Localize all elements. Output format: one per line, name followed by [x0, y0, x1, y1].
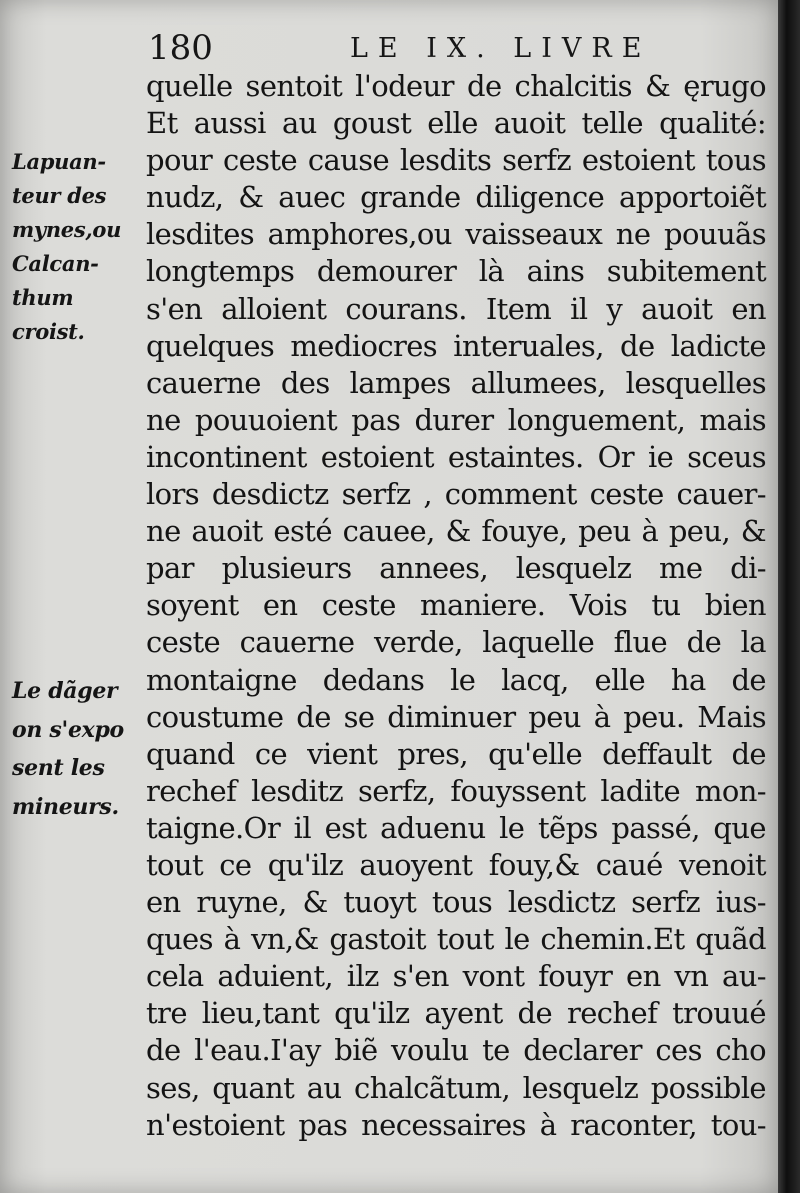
text-line: lors desdictz serfz , comment ceste cauer-: [146, 477, 766, 512]
margin-note-line: sent les: [12, 755, 105, 781]
margin-note-line: Calcan-: [12, 251, 99, 276]
margin-note-miner: [12, 145, 140, 349]
margin-note-line: mineurs.: [12, 793, 119, 820]
margin-note-line: teur des: [12, 183, 107, 208]
page-header: [148, 28, 768, 68]
text-line: ses, quant au chalcãtum, lesquelz possible: [146, 1070, 766, 1105]
text-line: n'estoient pas necessaires à raconter, tou-: [146, 1107, 766, 1142]
margin-note-line: on s'expo: [12, 716, 124, 743]
text-line: lesdites amphores,ou vaisseaux ne pouuãs: [146, 217, 766, 252]
text-line: quelle sentoit l'odeur de chalcitis & ęrugo: [146, 69, 766, 103]
body-text: [146, 68, 766, 1144]
running-title: LE IX. LIVRE: [350, 33, 652, 64]
text-line: rechef lesditz serfz, fouyssent ladite mon-: [146, 773, 766, 808]
text-line: ques à vn,& gastoit tout le chemin.Et quãd: [146, 922, 766, 957]
text-line: par plusieurs annees, lesquelz me di-: [146, 551, 766, 586]
text-line: cela aduient, ilz s'en vont fouyr en vn au-: [146, 959, 766, 994]
text-line: incontinent estoient estaintes. Or ie sceus: [146, 439, 766, 474]
text-line: quand ce vient pres, qu'elle deffault de: [146, 736, 766, 771]
text-line: pour ceste cause lesdits serfz estoient tous: [146, 143, 766, 178]
text-line: soyent en ceste maniere. Vois tu bien: [146, 588, 766, 623]
text-line: en ruyne, & tuoyt tous lesdictz serfz ius-: [146, 885, 766, 920]
margin-note-line: croist.: [12, 319, 85, 344]
text-line: cauerne des lampes allumees, lesquelles: [146, 365, 766, 400]
text-line: taigne.Or il est aduenu le tẽps passé, que: [146, 810, 766, 845]
margin-note-line: Le dãger: [12, 678, 118, 704]
text-line: s'en alloient courans. Item il y auoit en: [146, 291, 766, 326]
text-line: coustume de se diminuer peu à peu. Mais: [146, 699, 766, 734]
text-line: longtemps demourer là ains subitement: [146, 254, 766, 289]
margin-note-line: Lapuan-: [12, 149, 106, 174]
margin-note-line: mynes,ou: [12, 217, 122, 242]
text-line: ne auoit esté cauee, & fouye, peu à peu, &: [146, 514, 766, 549]
text-line: ne pouuoient pas durer longuement, mais: [146, 402, 766, 437]
text-line: nudz, & auec grande diligence apportoiẽt: [146, 180, 766, 215]
facing-page-edge: [778, 0, 800, 1193]
margin-note-line: thum: [12, 285, 74, 310]
page-number: 180: [148, 28, 213, 68]
text-line: de l'eau.I'ay biẽ voulu te declarer ces cho: [146, 1033, 766, 1068]
text-line: tout ce qu'ilz auoyent fouy,& caué venoit: [146, 847, 766, 882]
text-line: Et aussi au goust elle auoit telle qualité:: [146, 106, 766, 141]
text-line: tre lieu,tant qu'ilz ayent de rechef trouué: [146, 996, 766, 1031]
text-line: ceste cauerne verde, laquelle flue de la: [146, 625, 766, 660]
margin-note-danger: [12, 672, 140, 826]
text-line: montaigne dedans le lacq, elle ha de: [146, 662, 766, 697]
text-line: quelques mediocres interuales, de ladicte: [146, 328, 766, 363]
